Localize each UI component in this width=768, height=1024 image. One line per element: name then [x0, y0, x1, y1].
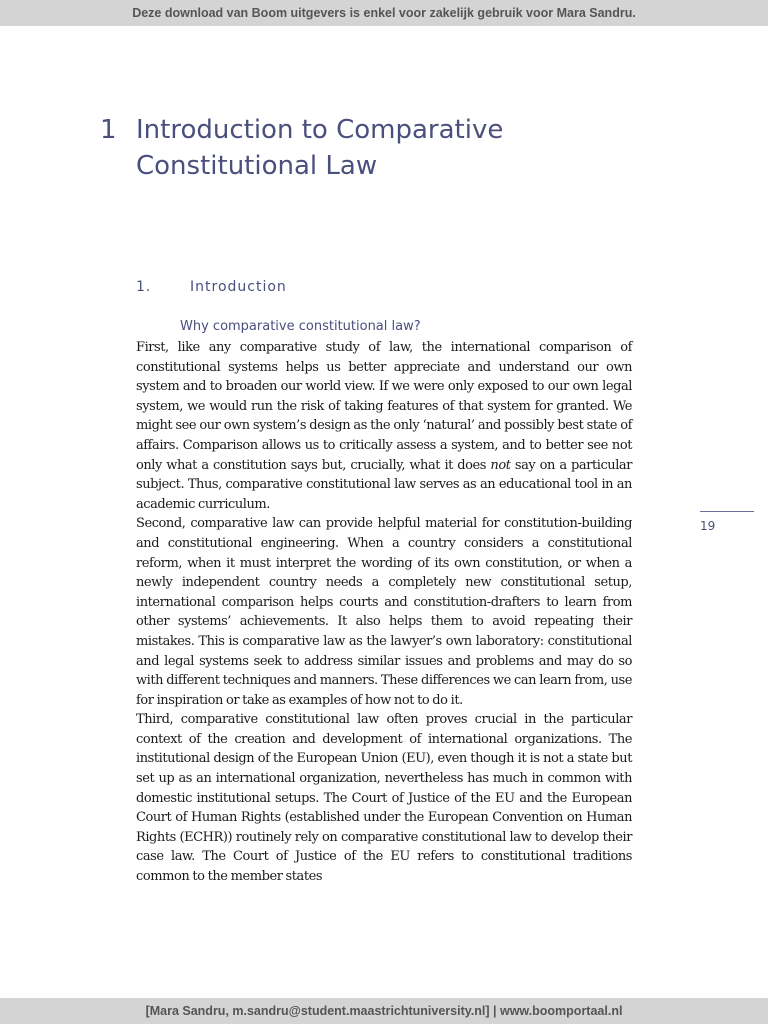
margin-divider — [700, 511, 754, 512]
page-number: 19 — [700, 519, 716, 533]
paragraph-1-part-1: First, like any comparative study of law, the international comparison of constitutional systems helps us better appreciate and understand our own system and to broaden our world view. If we were only exposed to our own legal system, we would run the risk of taking features of that system for granted. We might see our own system’s design as the only ‘natural’ and possibly best state of affairs. Comparison allows us to critically assess a system, and to better see not only what a constitution says but, crucially, what it does — [136, 340, 632, 473]
section-number: 1. — [136, 279, 152, 295]
body-text — [136, 338, 632, 887]
paragraph-2: Second, comparative law can provide helpful material for constitution-building and constitutional engineering. When a country considers a constitutional reform, when it must interpret the wording of its own constitution, or when a newly independent country needs a completely new constitutional setup, international comparison helps courts and constitution-drafters to learn from other systems’ achievements. It also helps them to avoid repeating their mistakes. This is comparative law as the lawyer’s own laboratory: constitutional and legal systems seek to address similar issues and problems and may do so with different techniques and manners. These differences we can learn from, use for inspiration or take as examples of how not to do it. — [136, 516, 632, 708]
user-info-footer: [Mara Sandru, m.sandru@student.maastrichtuniversity.nl] | www.boomportaal.nl — [0, 998, 768, 1024]
section-title: Introduction — [190, 279, 287, 295]
subheading: Why comparative constitutional law? — [180, 319, 421, 334]
chapter-number: 1 — [100, 115, 117, 145]
paragraph-1-part-2: say on a particular subject. Thus, comparative constitutional law serves as an educational tool in an academic curriculum. — [136, 457, 632, 512]
paragraph-1 — [136, 338, 632, 514]
chapter-title: Introduction to Comparative Constitutional Law — [136, 115, 504, 181]
download-notice-banner: Deze download van Boom uitgevers is enkel voor zakelijk gebruik voor Mara Sandru. — [0, 0, 768, 26]
emphasis-not: not — [490, 457, 511, 473]
paragraph-3: Third, comparative constitutional law often proves crucial in the particular context of the creation and development of international organizations. The institutional design of the European Union (EU), even though it is not a state but set up as an international organization, nevertheless has much in common with domestic institutional setups. The Court of Justice of the EU and the European Court of Human Rights (established under the European Convention on Human Rights (ECHR)) routinely rely on comparative constitutional law to develop their case law. The Court of Justice of the EU refers to constitutional traditions common to the member states — [136, 712, 632, 885]
